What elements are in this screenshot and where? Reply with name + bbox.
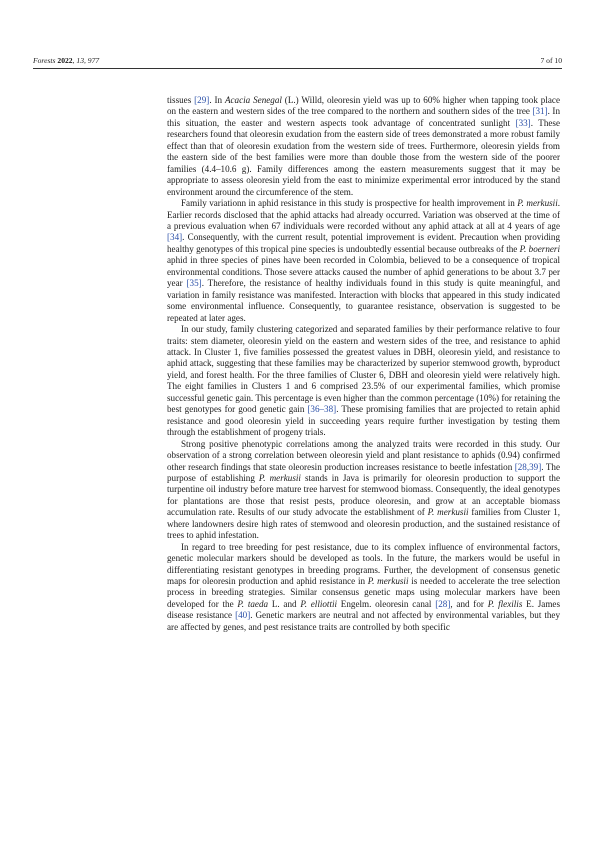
- journal-citation: [33, 56, 99, 66]
- citation-link[interactable]: [33]: [515, 117, 531, 128]
- text-run: . The purpose of establishing: [167, 461, 560, 483]
- citation-link[interactable]: [40]: [235, 610, 251, 621]
- text-run: . In: [209, 95, 225, 105]
- text-run: E. James disease resistance: [167, 598, 560, 621]
- text-run: aphid in three species of pines have been recorded in Colombia, believed to be a consequence of tropical environmental conditions. Those severe attacks caused the number of aphid generations to be about 3.7 per year: [167, 255, 560, 289]
- text-run: . Consequently, with the current result, potential improvement is evident. Precaution when providing healthy genotypes of this tropical pine species is undoubtedly essential because outbreaks of the: [167, 232, 560, 254]
- citation-link[interactable]: [31]: [532, 106, 548, 117]
- text-run: . These researchers found that oleoresin exudation from the eastern side of trees demonstrated a more robust family effect than that of oleoresin exudation from the western side of trees. Furthermore, oleoresin yields from the eastern side of the best families were more than double those from the western side of the poorer families (4.4–10.6 g). Family differences among the eastern measurements suggest that it may be appropriate to assess oleoresin yield from the east to minimize experimental error introduced by the stand environment around the circumference of the stem.: [167, 117, 560, 197]
- paragraph: [167, 198, 560, 324]
- citation-link[interactable]: [29]: [194, 95, 210, 105]
- paragraph: [167, 324, 560, 439]
- text-run: . Therefore, the resistance of healthy individuals found in this study is quite meaningful, and variation in family resistance was manifested. Interaction with blocks that appeared in this study indicated some environmental influence. Consequently, to guarantee resistance, observation is suggested to be repeated at later ages.: [167, 278, 561, 323]
- article-body: [167, 95, 560, 633]
- text-run: families from Cluster 1, where landowners desire high rates of stemwood and oleoresin production, and the sustained resistance of trees to aphid infestation.: [167, 507, 561, 541]
- citation-link[interactable]: [28,39]: [514, 461, 542, 472]
- page-number: 7 of 10: [540, 56, 562, 65]
- text-run: In regard to tree breeding for pest resistance, due to its complex influence of environmental factors, genetic molecular markers should be developed as tools. In the future, the markers would be useful in differentiating resistant genotypes in breeding programs. Further, the development of consensus genetic maps for oleoresin production and aphid resistance in: [167, 541, 560, 587]
- text-run: Engelm. oleoresin canal: [337, 598, 436, 609]
- header-divider: [33, 68, 562, 69]
- species-name: P. elliottii: [300, 598, 338, 609]
- species-name: P. merkusii: [367, 576, 409, 587]
- text-run: . These promising families that are projected to retain aphid resistance and good oleoresin yield in succeeding years require further investigation by testing them through the establishment of progeny trials.: [167, 404, 560, 438]
- text-run: . Genetic markers are neutral and not affected by environmental variables, but they are affected by genes, and pest resistance traits are controlled by both specific: [167, 610, 560, 632]
- citation-link[interactable]: [28]: [435, 598, 451, 609]
- species-name: P. merkusii: [517, 198, 558, 209]
- citation-link[interactable]: [36–38]: [307, 404, 337, 415]
- journal-name: Forests: [33, 56, 56, 65]
- journal-volume: , 13, 977: [72, 56, 100, 65]
- text-run: tissues: [167, 95, 195, 105]
- citation-link[interactable]: [35]: [186, 278, 202, 289]
- species-name: P. merkusii: [258, 472, 301, 483]
- text-run: Strong positive phenotypic correlations among the analyzed traits were recorded in this study. Our observation of a strong correlation between oleoresin yield and plant resistance to aphids (0.94) confirmed other research findings that state oleoresin production increases resistance to beetle infestation: [167, 438, 560, 472]
- text-run: (L.) Willd, oleoresin yield was up to 60% higher when tapping took place on the eastern and western sides of the tree compared to the northern and southern sides of the tree: [167, 95, 560, 117]
- text-run: Family variationn in aphid resistance in this study is prospective for health improvement in: [181, 198, 518, 209]
- citation-link[interactable]: [34]: [167, 232, 183, 243]
- text-run: . Earlier records disclosed that the aphid attacks had already occurred. Variation was observed at the time of a previous evaluation when 67 individuals were recorded without any aphid attack at all at 4 years of age: [167, 198, 560, 231]
- text-run: In our study, family clustering categorized and separated families by their performance relative to four traits: stem diameter, oleoresin yield on the eastern and western sides of the tree, and resistance to aphid attack. In Cluster 1, five families possessed the greatest values in DBH, oleoresin yield, and resistance to aphid attack, suggesting that these families may be characterized by superior stemwood growth, byproduct yield, and forest health. For the three families of Cluster 6, DBH and oleoresin yield were relatively high. The eight families in Clusters 1 and 6 comprised 23.5% of our experimental families, which promise successful genetic gain. This percentage is even higher than the common percentage (10%) for retaining the best genotypes for good genetic gain: [167, 324, 560, 415]
- paragraph: [167, 439, 560, 542]
- species-name: Acacia Senegal: [224, 95, 282, 105]
- text-run: L. and: [268, 598, 301, 609]
- text-run: stands in Java is primarily for oleoresin production to support the turpentine oil industry before mature tree harvest for stemwood biomass. Consequently, the ideal genotypes for plantations are those that resist pests, produce oleoresin, and grow at an acceptable biomass accumulation rate. Results of our study advocate the establishment of: [167, 472, 560, 518]
- paragraph: [167, 95, 560, 198]
- running-header: [33, 56, 562, 66]
- species-name: P. merkusii: [427, 507, 469, 518]
- text-run: , and for: [450, 598, 488, 609]
- paragraph: [167, 542, 560, 634]
- journal-year: 2022: [57, 56, 73, 65]
- species-name: P. flexilis: [487, 598, 523, 609]
- species-name: P. taeda: [237, 598, 269, 609]
- text-run: . In this situation, the easter and western aspects took advantage of concentrated sunlight: [167, 106, 560, 128]
- text-run: is needed to accelerate the tree selection process in breeding strategies. Similar consensus genetic maps using molecular markers have been developed for the: [167, 576, 561, 609]
- species-name: P. boerneri: [519, 243, 560, 254]
